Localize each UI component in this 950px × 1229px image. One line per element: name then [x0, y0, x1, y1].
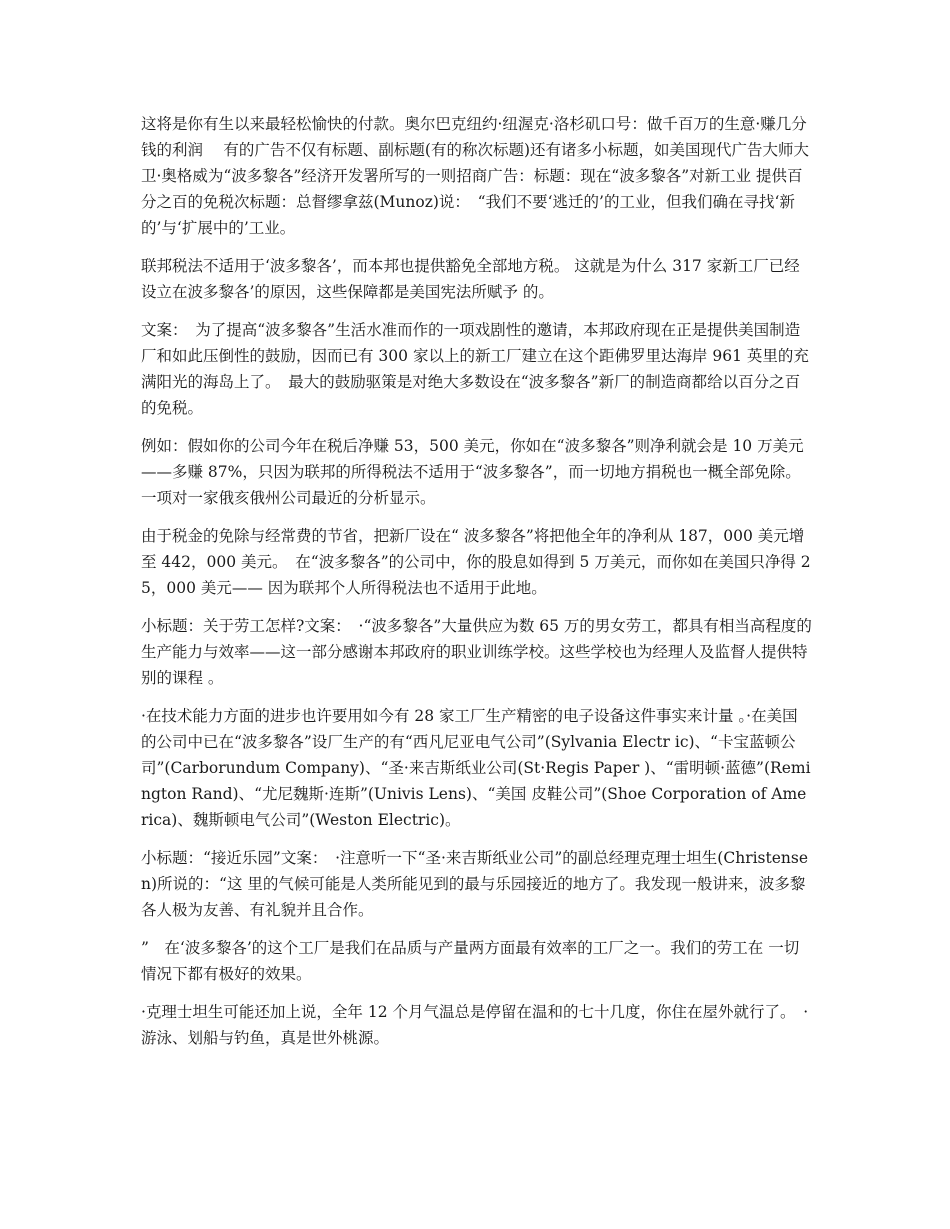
paragraph-3: 文案： 为了提高“波多黎各”生活水准而作的一项戏剧性的邀请，本邦政府现在正是提供美国制造厂和如此压倒性的鼓励，因而已有 300 家以上的新工厂建立在这个距佛罗里达海岸 961 英里的充满阳光的海岛上了。 最大的鼓励驱策是对绝大多数设在“波多黎各”新厂的制造商都给以百分之百的免税。 — [141, 321, 809, 417]
paragraph-2: 联邦税法不适用于‘波多黎各’，而本邦也提供豁免全部地方税。 这就是为什么 317 家新工厂已经设立在波多黎各’的原因，这些保障都是美国宪法所赋予 的。 — [141, 257, 800, 301]
document-body — [141, 111, 812, 1063]
paragraph-7: ·在技术能力方面的进步也许要用如今有 28 家工厂生产精密的电子设备这件事实来计量 。·在美国的公司中已在“波多黎各”设厂生产的有“西凡尼亚电气公司”(Sylvania Electr ic)、“卡宝蓝顿公司”(Carborundum Company)、“圣·来吉斯纸业公司(St·Regis Paper )、“雷明顿·蓝德”(Remington Rand)、“尤尼魏斯·连斯”(Univis Lens)、“美国 皮鞋公司”(Shoe Corporation of America)、魏斯顿电气公司”(Weston Electric)。 — [141, 707, 811, 829]
paragraph-5: 由于税金的免除与经常费的节省，把新厂设在“ 波多黎各”将把他全年的净利从 187，000 美元增至 442，000 美元。 在“波多黎各”的公司中，你的股息如得到 5 万美元，而你如在美国只净得 25，000 美元—— 因为联邦个人所得税法也不适用于此地。 — [141, 527, 811, 597]
paragraph-6: 小标题：关于劳工怎样?文案： ·“波多黎各”大量供应为数 65 万的男女劳工，都具有相当高程度的生产能力与效率——这一部分感谢本邦政府的职业训练学校。这些学校也为经理人及监督人提供特别的课程 。 — [141, 617, 812, 687]
paragraph-4: 例如：假如你的公司今年在税后净赚 53，500 美元，你如在“波多黎各”则净利就会是 10 万美元——多赚 87%，只因为联邦的所得税法不适用于“波多黎各”，而一切地方捐税也一概全部免除。 一项对一家俄亥俄州公司最近的分析显示。 — [141, 437, 809, 507]
paragraph-1: 这将是你有生以来最轻松愉快的付款。奥尔巴克纽约·纽渥克·洛杉矶口号：做千百万的生意·赚几分钱的利润 有的广告不仅有标题、副标题(有的称次标题)还有诸多小标题，如美国现代广告大师大卫·奥格威为“波多黎各”经济开发署所写的一则招商广告：标题：现在“波多黎各”对新工业 提供百分之百的免税次标题：总督缪拿兹(Munoz)说： “我们不要‘逃迁的’的工业，但我们确在寻找‘新的’与‘扩展中的’工业。 — [141, 115, 810, 237]
paragraph-9: ” 在‘波多黎各’的这个工厂是我们在品质与产量两方面最有效率的工厂之一。我们的劳工在 一切情况下都有极好的效果。 — [141, 939, 800, 983]
paragraph-10: ·克理士坦生可能还加上说，全年 12 个月气温总是停留在温和的七十几度，你住在屋外就行了。 ·游泳、划船与钓鱼，真是世外桃源。 — [141, 1003, 809, 1047]
paragraph-8: 小标题：“接近乐园”文案： ·注意听一下“圣·来吉斯纸业公司”的副总经理克理士坦生(Christensen)所说的：“这 里的气候可能是人类所能见到的最与乐园接近的地方了。我发现一般讲来，波多黎各人极为友善、有礼貌并且合作。 — [141, 849, 809, 919]
